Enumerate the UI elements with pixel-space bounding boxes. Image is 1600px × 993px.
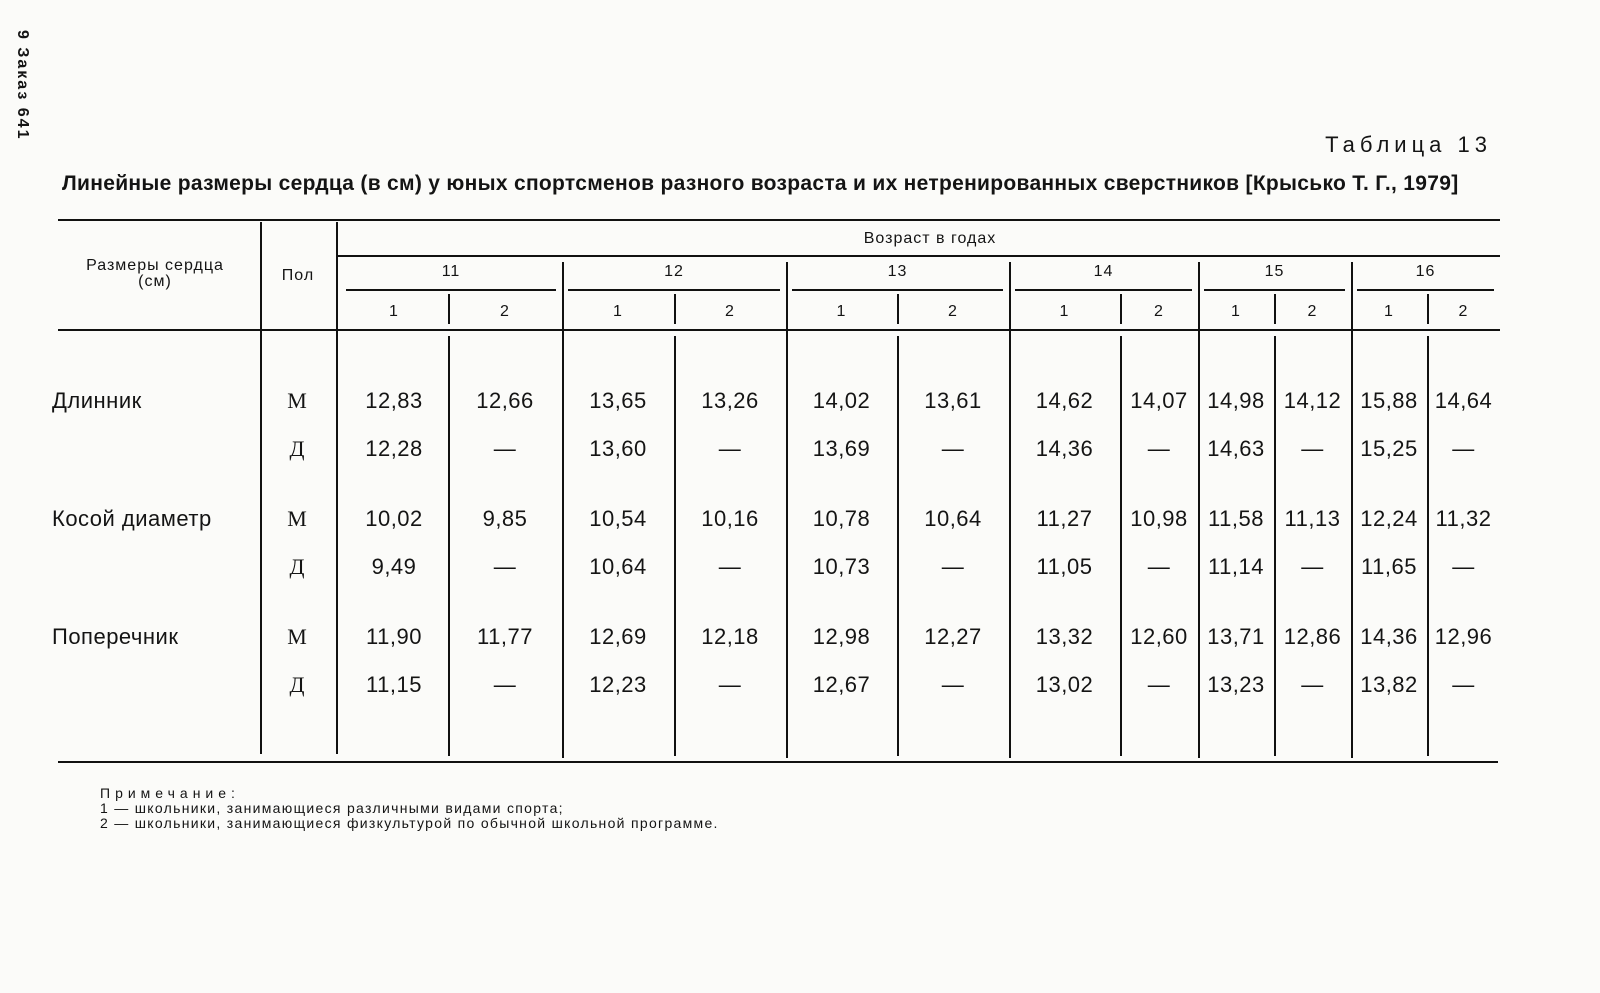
margin-order-text xyxy=(2,30,42,170)
group-header-1: 1 xyxy=(1384,303,1394,320)
table-cell: 13,71 xyxy=(1207,624,1265,649)
table-cell: 13,65 xyxy=(589,388,647,413)
note-line-1: 1 — школьники, занимающиеся различными видами спорта; xyxy=(100,800,564,816)
table-cell: 11,65 xyxy=(1361,554,1417,579)
table-cell: — xyxy=(493,554,517,579)
table-caption: Линейные размеры сердца (в см) у юных спортсменов разного возраста и их нетренированных сверстников [Крысько Т. Г., 1979] xyxy=(62,172,1459,195)
table-cell: 14,64 xyxy=(1434,388,1493,413)
table-cell: 14,02 xyxy=(812,388,871,413)
group-header-2: 2 xyxy=(725,303,735,320)
table-cell: 9,49 xyxy=(371,554,417,579)
table-cell: — xyxy=(718,554,742,579)
table-cell: 12,98 xyxy=(812,624,871,649)
table-cell: — xyxy=(941,554,965,579)
table-cell: 13,32 xyxy=(1035,624,1094,649)
table-cell: 14,36 xyxy=(1360,624,1418,649)
table-cell: 11,77 xyxy=(477,624,533,649)
table-cell: — xyxy=(1147,436,1171,461)
table-cell: 12,18 xyxy=(701,624,759,649)
table-cell: 13,26 xyxy=(701,388,759,413)
header-sex: Пол xyxy=(281,267,315,284)
table-cell: — xyxy=(941,436,965,461)
row-sex: Д xyxy=(289,672,305,697)
table-cell: — xyxy=(1452,436,1475,461)
table-cell: 13,23 xyxy=(1207,672,1265,697)
table-cell: — xyxy=(1301,672,1324,697)
table-cell: — xyxy=(1301,554,1324,579)
age-group-rule xyxy=(346,289,556,291)
age-header-14: 14 xyxy=(1093,263,1114,280)
table-cell: 12,66 xyxy=(476,388,534,413)
table-cell: 13,02 xyxy=(1035,672,1094,697)
table-cell: 10,16 xyxy=(701,506,759,531)
note-line-2: 2 — школьники, занимающиеся физкультурой по обычной школьной программе. xyxy=(100,815,719,831)
table-label: Таблица 13 xyxy=(1325,132,1492,157)
row-label: Поперечник xyxy=(52,624,179,649)
col-rule-sex xyxy=(336,222,338,754)
age-header-15: 15 xyxy=(1264,263,1285,280)
age-header-11: 11 xyxy=(441,263,461,280)
table-cell: — xyxy=(493,436,517,461)
table-cell: 12,69 xyxy=(589,624,647,649)
row-sex: Д xyxy=(289,554,305,579)
group-header-1: 1 xyxy=(1231,303,1241,320)
header-age: Возраст в годах xyxy=(863,230,997,247)
table-cell: 10,54 xyxy=(589,506,647,531)
age-header-13: 13 xyxy=(887,263,908,280)
table-cell: 12,23 xyxy=(589,672,647,697)
table-top-rule xyxy=(58,219,1500,221)
table-cell: — xyxy=(941,672,965,697)
row-sex: Д xyxy=(289,436,305,461)
group-header-1: 1 xyxy=(836,303,847,320)
table-cell: 12,67 xyxy=(812,672,871,697)
table-cell: 10,64 xyxy=(589,554,647,579)
header-bottom-rule xyxy=(58,329,1500,331)
table-cell: 14,98 xyxy=(1207,388,1265,413)
table-cell: 10,02 xyxy=(365,506,423,531)
table-cell: 11,58 xyxy=(1208,506,1264,531)
table-cell: 11,90 xyxy=(366,624,422,649)
table-cell: — xyxy=(1452,672,1475,697)
group-header-2: 2 xyxy=(948,303,958,320)
table-bottom-rule xyxy=(58,761,1498,763)
table-cell: 13,60 xyxy=(589,436,647,461)
group-header-2: 2 xyxy=(1307,303,1318,320)
table-cell: 11,15 xyxy=(366,672,422,697)
table-cell: 15,88 xyxy=(1360,388,1418,413)
table-cell: 14,62 xyxy=(1035,388,1094,413)
table-cell: 10,64 xyxy=(924,506,982,531)
table-cell: 12,83 xyxy=(365,388,423,413)
table-cell: — xyxy=(1147,554,1171,579)
note-title: Примечание: xyxy=(100,785,240,801)
table-cell: — xyxy=(1147,672,1171,697)
row-label: Длинник xyxy=(52,388,142,413)
group-header-2: 2 xyxy=(1458,303,1469,320)
row-sex: М xyxy=(287,624,307,649)
age-header-16: 16 xyxy=(1415,263,1436,280)
table-cell: 12,28 xyxy=(365,436,423,461)
table-cell: — xyxy=(1301,436,1324,461)
table-cell: 11,14 xyxy=(1208,554,1264,579)
order-number: Заказ 641 xyxy=(14,47,31,141)
table-cell: — xyxy=(493,672,517,697)
table-cell: 12,27 xyxy=(924,624,982,649)
group-header-2: 2 xyxy=(500,303,510,320)
header-size: Размеры сердца (см) xyxy=(86,257,224,290)
table-cell: 14,12 xyxy=(1283,388,1342,413)
table-cell: 12,86 xyxy=(1283,624,1342,649)
page-number: 9 xyxy=(14,30,31,41)
table-cell: — xyxy=(1452,554,1475,579)
table-cell: 12,24 xyxy=(1360,506,1418,531)
age-group-rule xyxy=(792,289,1003,291)
table-cell: 13,82 xyxy=(1360,672,1418,697)
age-group-rule xyxy=(1357,289,1494,291)
table-cell: 11,32 xyxy=(1435,506,1492,531)
table-cell: 13,69 xyxy=(812,436,871,461)
age-group-rule xyxy=(568,289,780,291)
table-cell: 10,98 xyxy=(1130,506,1188,531)
table-cell: 14,36 xyxy=(1035,436,1094,461)
col-rule-size xyxy=(260,222,262,754)
age-group-rule xyxy=(1204,289,1345,291)
table-cell: 9,85 xyxy=(482,506,528,531)
table-cell: 11,13 xyxy=(1284,506,1341,531)
group-header-1: 1 xyxy=(389,303,399,320)
row-sex: М xyxy=(287,388,307,413)
group-header-1: 1 xyxy=(1059,303,1070,320)
group-header-2: 2 xyxy=(1154,303,1164,320)
age-header-rule xyxy=(338,255,1500,257)
table-note xyxy=(100,786,719,831)
age-header-12: 12 xyxy=(664,263,684,280)
table-cell: — xyxy=(718,436,742,461)
table-cell: 15,25 xyxy=(1360,436,1418,461)
row-label: Косой диаметр xyxy=(52,506,212,531)
table-cell: 14,07 xyxy=(1130,388,1188,413)
age-group-rule xyxy=(1015,289,1192,291)
row-sex: М xyxy=(287,506,307,531)
table-cell: 10,73 xyxy=(812,554,871,579)
table-cell: 14,63 xyxy=(1207,436,1265,461)
table-cell: — xyxy=(718,672,742,697)
group-header-1: 1 xyxy=(613,303,623,320)
table-cell: 12,96 xyxy=(1434,624,1493,649)
table-cell: 11,05 xyxy=(1036,554,1093,579)
table-cell: 11,27 xyxy=(1036,506,1093,531)
table-cell: 10,78 xyxy=(812,506,871,531)
table-cell: 13,61 xyxy=(924,388,982,413)
table-cell: 12,60 xyxy=(1130,624,1188,649)
